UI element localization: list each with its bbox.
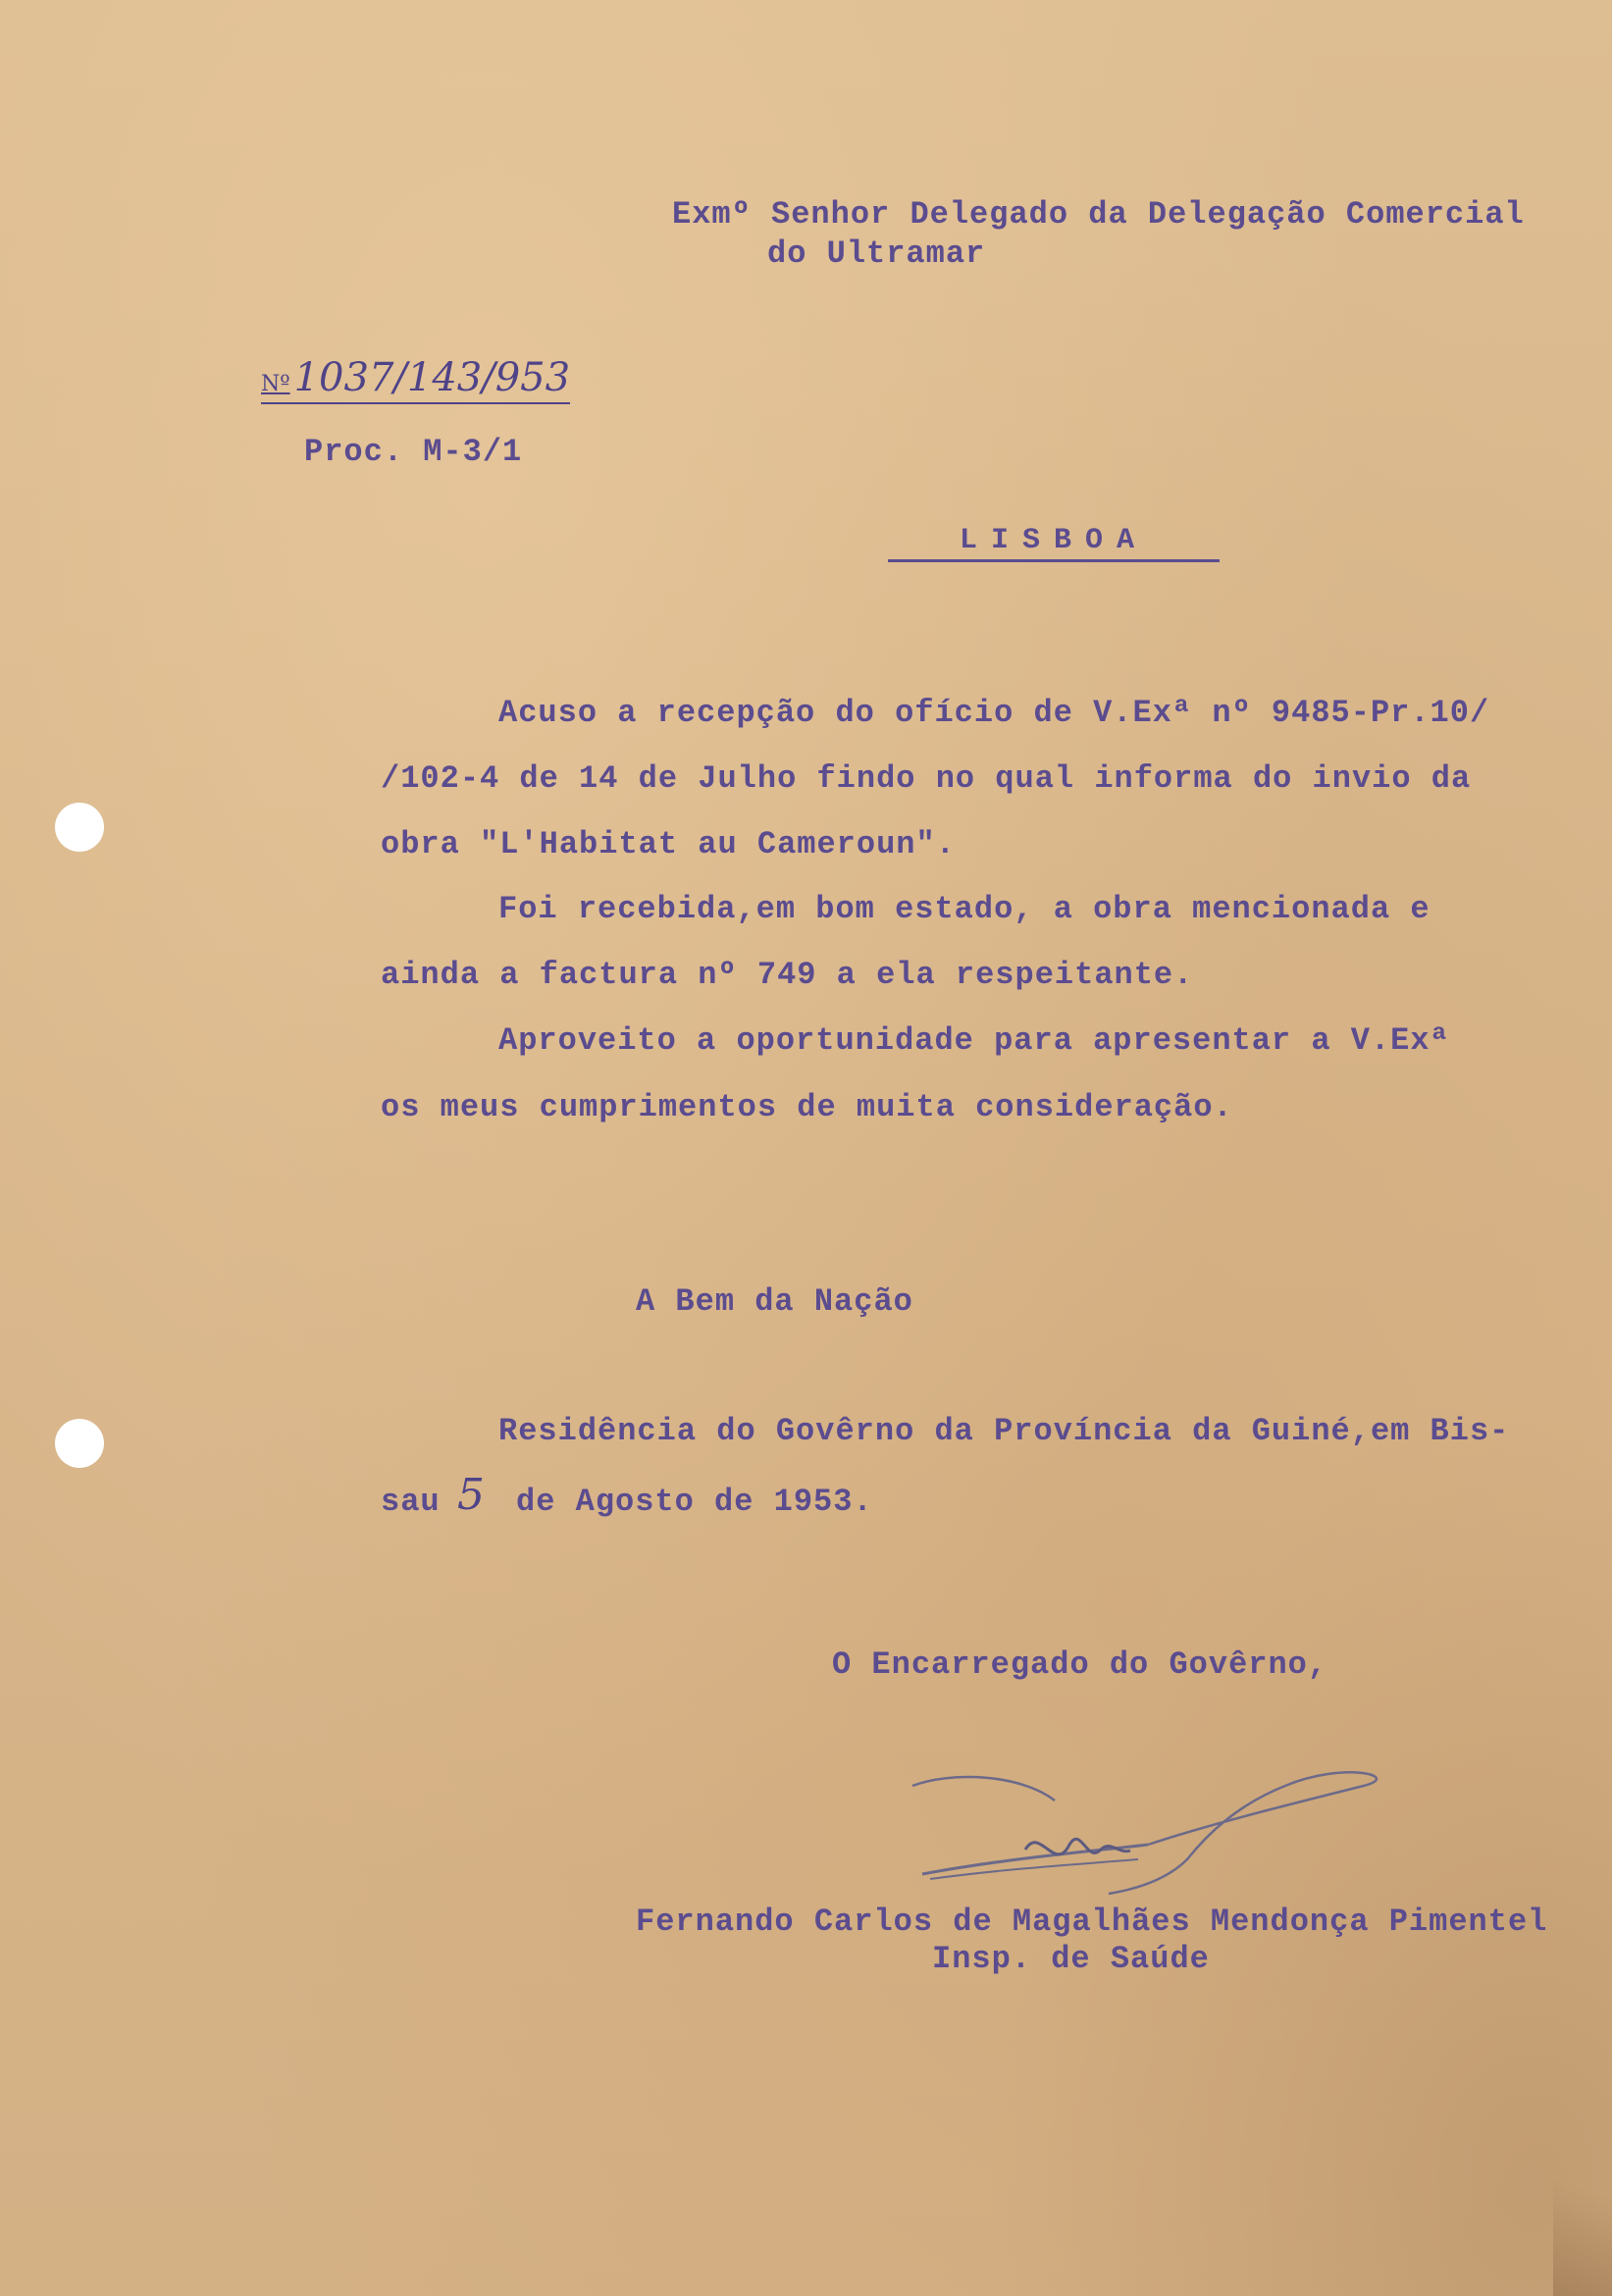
body-paragraph-2-line-2: ainda a factura nº 749 a ela respeitante. [381, 957, 1194, 993]
body-paragraph-1-line-2: /102-4 de 14 de Julho findo no qual informa do invio da [381, 760, 1472, 797]
process-reference: Proc. M-3/1 [304, 434, 523, 470]
addressee-line-2: do Ultramar [767, 235, 986, 272]
paper-corner-fold [1553, 2119, 1612, 2296]
body-paragraph-1-line-1: Acuso a recepção do ofício de V.Exª nº 9485-Pr.10/ [498, 695, 1490, 731]
dateline-place-end: sau [381, 1484, 441, 1520]
signatory-title: O Encarregado do Govêrno, [832, 1646, 1328, 1683]
dateline-day-handwritten: 5 [457, 1470, 485, 1520]
dateline-month-year: de Agosto de 1953. [516, 1484, 873, 1520]
addressee-line-1: Exmº Senhor Delegado da Delegação Comercial [672, 196, 1525, 233]
body-paragraph-2-line-1: Foi recebida,em bom estado, a obra mencionada e [498, 891, 1430, 927]
closing-formula: A Bem da Nação [636, 1283, 913, 1320]
body-paragraph-3-line-2: os meus cumprimentos de muita consideração. [381, 1089, 1233, 1125]
destination-heading: LISBOA [888, 524, 1220, 562]
handwritten-signature [854, 1766, 1383, 1904]
dateline-line-1: Residência do Govêrno da Província da Guiné,em Bis- [498, 1413, 1510, 1449]
signatory-name: Fernando Carlos de Magalhães Mendonça Pimentel [636, 1904, 1548, 1940]
punch-hole-top [55, 803, 104, 852]
reference-number-value: 1037/143/953 [293, 355, 571, 400]
reference-number [261, 355, 570, 404]
body-paragraph-1-line-3: obra "L'Habitat au Cameroun". [381, 826, 956, 862]
body-paragraph-3-line-1: Aproveito a oportunidade para apresentar a V.Exª [498, 1022, 1450, 1059]
reference-prefix: Nº [261, 372, 290, 396]
signatory-role: Insp. de Saúde [932, 1941, 1210, 1977]
punch-hole-bottom [55, 1419, 104, 1468]
